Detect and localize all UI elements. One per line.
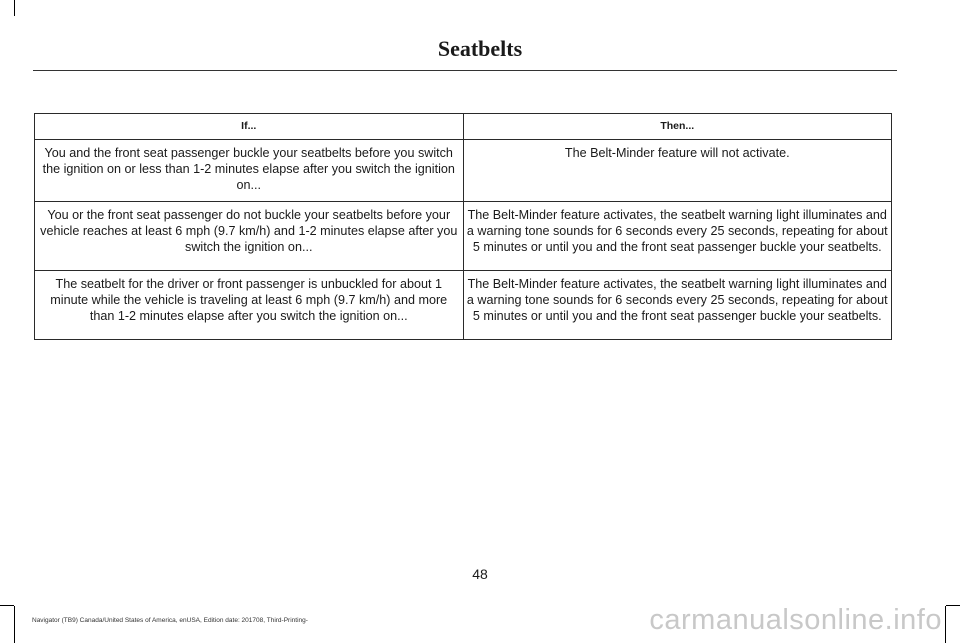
table-row (35, 202, 892, 271)
belt-minder-table-container (34, 113, 892, 340)
crop-mark-bottom-left-horizontal (0, 605, 14, 606)
belt-minder-table (34, 113, 892, 340)
crop-mark-bottom-right-vertical (945, 606, 946, 643)
crop-mark-top-left (14, 0, 15, 16)
condition-cell: The seatbelt for the driver or front passenger is unbuckled for about 1 minute while the vehicle is traveling at least 6 mph (9.7 km/h) and more than 1-2 minutes elapse after you switch the ignition on... (35, 271, 464, 340)
crop-mark-bottom-left-vertical (14, 606, 15, 643)
result-cell: The Belt-Minder feature activates, the seatbelt warning light illuminates and a warning tone sounds for 6 seconds every 25 seconds, repeating for about 5 minutes or until you and the front seat passenger buckle your seatbelts. (463, 271, 892, 340)
result-cell: The Belt-Minder feature will not activate. (463, 140, 892, 202)
crop-mark-bottom-right-horizontal (946, 605, 960, 606)
watermark-text: carmanualsonline.info (649, 604, 942, 636)
condition-cell: You or the front seat passenger do not buckle your seatbelts before your vehicle reaches at least 6 mph (9.7 km/h) and 1-2 minutes elapse after you switch the ignition on... (35, 202, 464, 271)
table-header-row (35, 114, 892, 140)
page-number: 48 (472, 566, 488, 582)
page-title: Seatbelts (437, 36, 523, 61)
title-divider (33, 70, 897, 71)
column-header-then: Then... (463, 114, 892, 140)
condition-cell: You and the front seat passenger buckle your seatbelts before you switch the ignition on or less than 1-2 minutes elapse after you switch the ignition on... (35, 140, 464, 202)
edition-note: Navigator (TB9) Canada/United States of America, enUSA, Edition date: 201708, Third-Printing- (32, 617, 308, 624)
result-cell: The Belt-Minder feature activates, the seatbelt warning light illuminates and a warning tone sounds for 6 seconds every 25 seconds, repeating for about 5 minutes or until you and the front seat passenger buckle your seatbelts. (463, 202, 892, 271)
table-row (35, 140, 892, 202)
column-header-if: If... (35, 114, 464, 140)
table-row (35, 271, 892, 340)
